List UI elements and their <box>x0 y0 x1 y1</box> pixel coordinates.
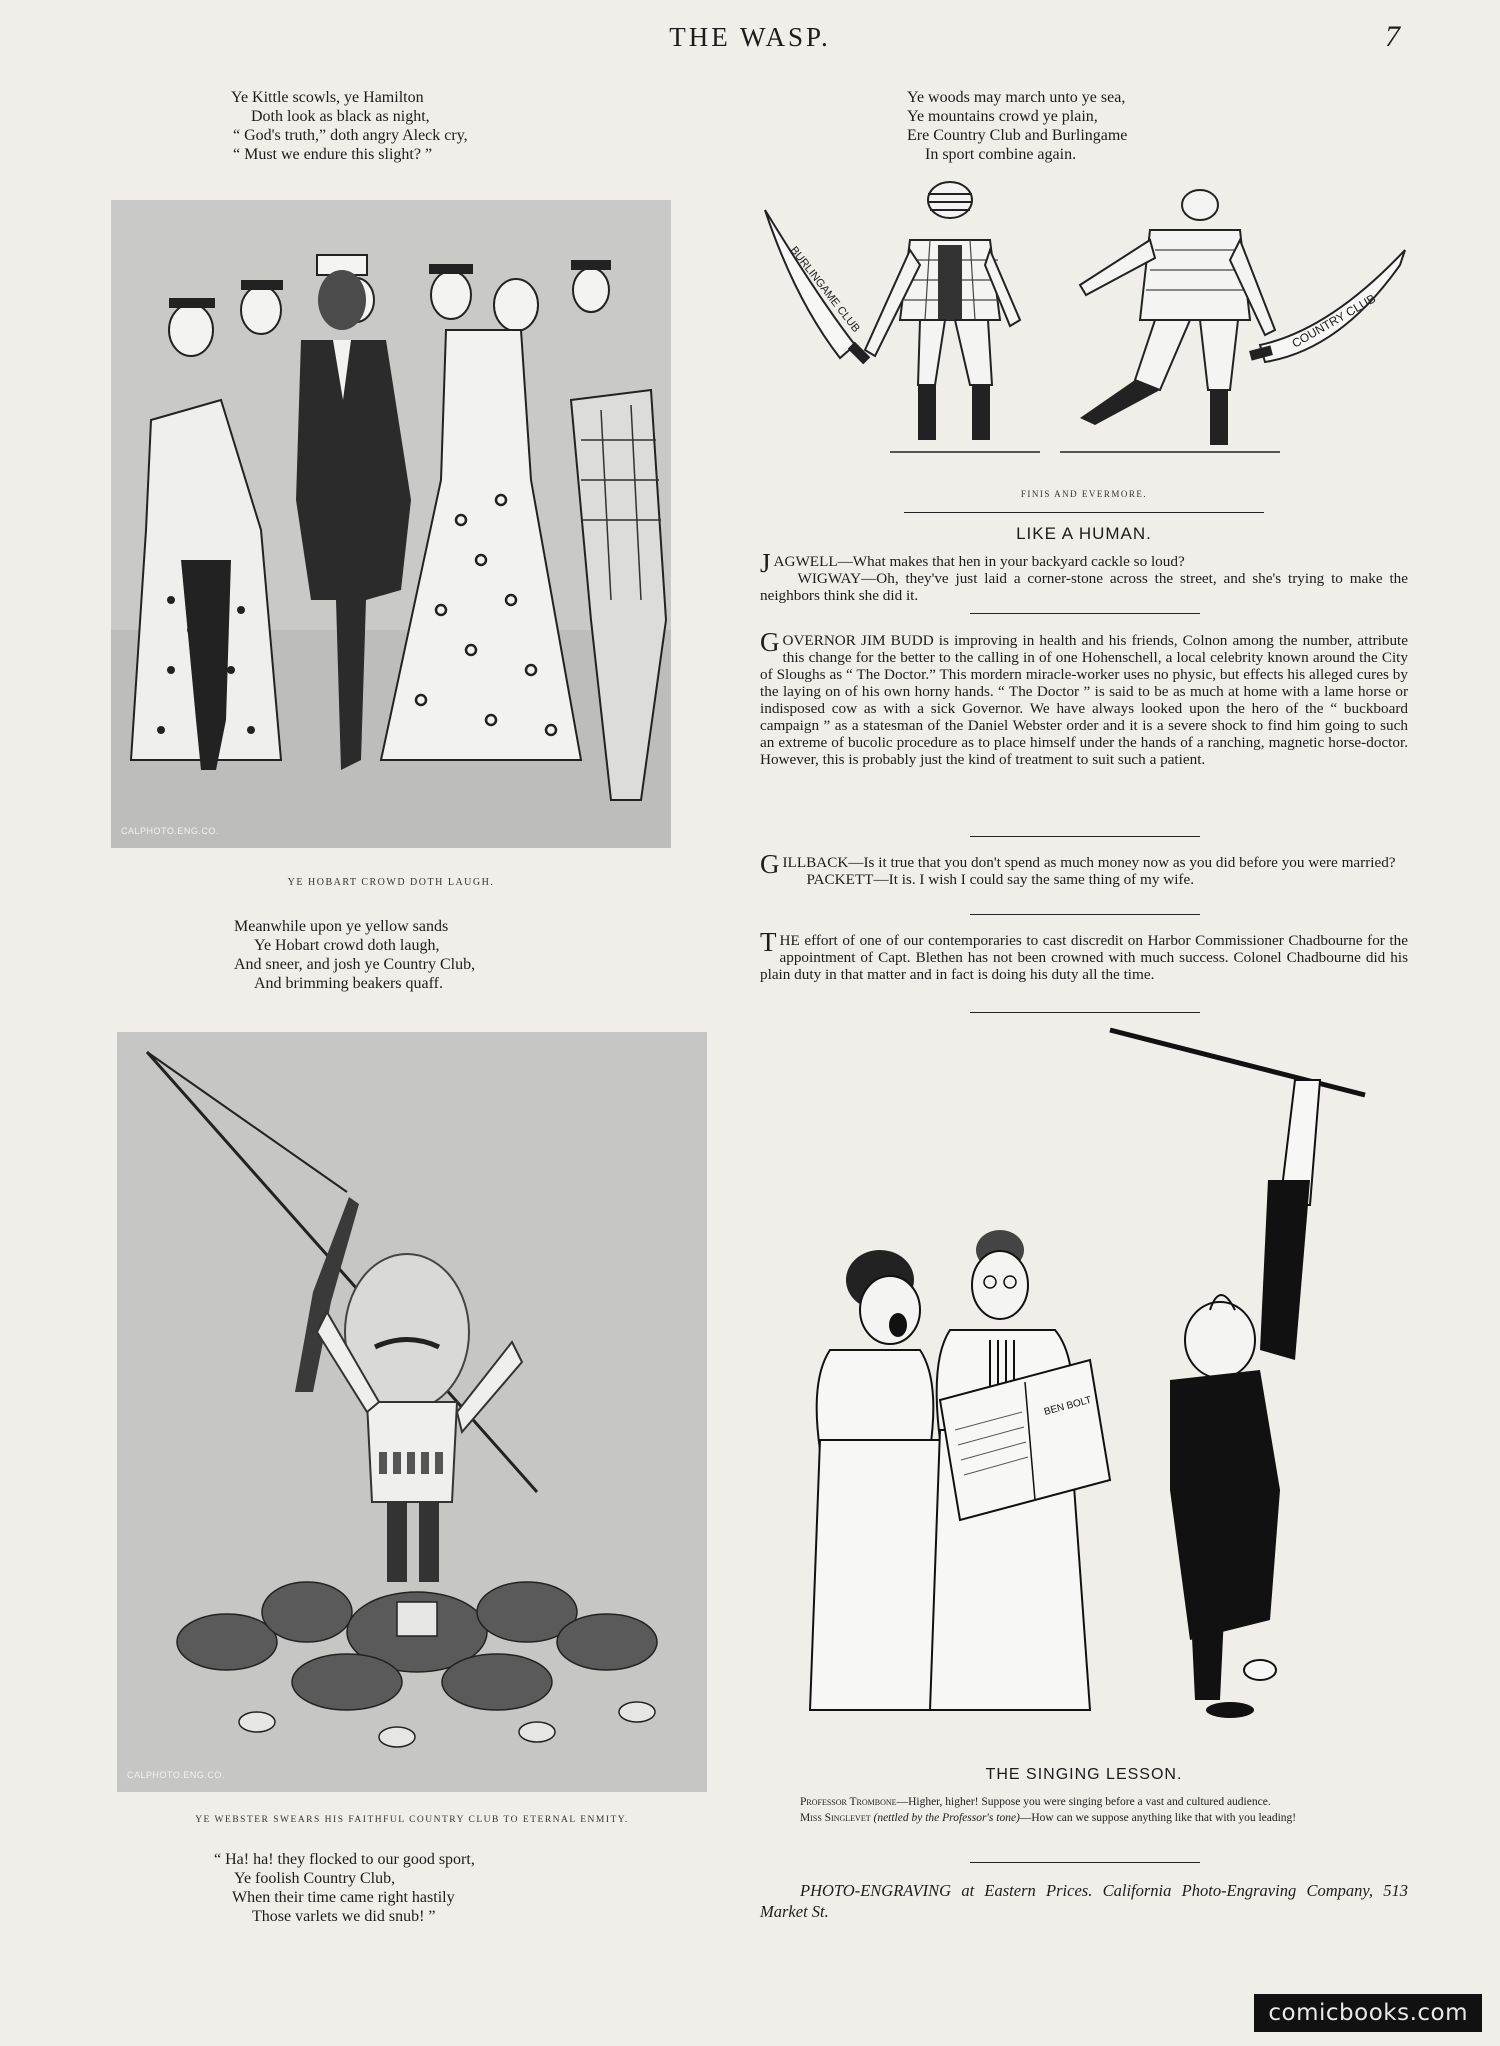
divider-rule <box>970 914 1200 915</box>
webster-drawing <box>117 1032 707 1792</box>
watermark-logo: comicbooks.com <box>1254 1994 1482 2032</box>
para-jagwell <box>760 548 1408 604</box>
divider-rule <box>970 613 1200 614</box>
divider-rule <box>904 512 1264 513</box>
verse-line: When their time came right hastily <box>232 1889 455 1906</box>
budd-text: OVERNOR JIM BUDD is improving in health and his friends, Colnon among the number, attribute this change for the better to the calling in of one Hohenschell, a local celebrity known around the City of Sloughs as “ The Doctor.” This mordern miracle-worker uses no physic, but effects his alleged cures by the laying on of his own horny hands. “ The Doctor ” is said to be as much at home with a lame horse or indisposed cow as with a sick Governor. We have always looked upon the hero of the “ buckboard campaign ” as a statesman of the Daniel Webster order and it is a severe shock to find him going to such an extreme of bucolic procedure as to place himself under the hands of a ranching, magnetic horse-doctor. However, this is probably just the kind of treatment to suit such a patient. <box>760 632 1408 768</box>
publication-title: THE WASP. <box>669 22 831 52</box>
verse-line: Ye foolish Country Club, <box>234 1870 396 1887</box>
sheet-music-label: BEN BOLT <box>1042 1394 1093 1418</box>
drop-cap: G <box>760 627 780 657</box>
divider-rule <box>970 1862 1200 1863</box>
verse-line: In sport combine again. <box>925 146 1077 163</box>
stage-direction: (nettled by the Professor's tone) <box>873 1812 1020 1824</box>
verse-kittle <box>231 88 468 164</box>
verse-line: Ere Country Club and Burlingame <box>907 127 1128 144</box>
speaker-trombone: Professor Trombone <box>800 1796 897 1808</box>
verse-woods <box>907 88 1127 164</box>
crowd-drawing <box>111 200 671 848</box>
para-gillback <box>760 849 1408 888</box>
verse-line: Those varlets we did snub! ” <box>252 1908 436 1925</box>
verse-ha-ha <box>214 1850 475 1926</box>
para-chadbourne <box>760 927 1408 983</box>
verse-line: Doth look as black as night, <box>251 108 430 125</box>
verse-line: “ Must we endure this slight? ” <box>233 146 433 163</box>
hobart-crowd-illustration <box>111 200 671 848</box>
singing-lesson-drawing <box>790 1020 1390 1760</box>
trombone-line: —Higher, higher! Suppose you were singing before a vast and cultured audience. <box>896 1796 1271 1808</box>
drop-cap: T <box>760 927 777 957</box>
divider-rule <box>970 836 1200 837</box>
singing-lesson-dialogue <box>760 1794 1408 1826</box>
heading-singing-lesson: THE SINGING LESSON. <box>985 1766 1183 1783</box>
verse-line: Ye Kittle scowls, ye Hamilton <box>231 89 424 106</box>
sword-label-right: COUNTRY CLUB <box>1289 291 1379 351</box>
singlevet-line: —How can we suppose anything like that with you leading! <box>1019 1812 1297 1824</box>
caption-hobart-crowd: YE HOBART CROWD DOTH LAUGH. <box>287 877 495 888</box>
para-governor-budd <box>760 627 1408 768</box>
jagwell-line: AGWELL—What makes that hen in your backyard cackle so loud? <box>773 553 1185 570</box>
webster-illustration <box>117 1032 707 1792</box>
masthead <box>0 22 1500 62</box>
wigway-line: WIGWAY—Oh, they've just laid a corner-stone across the street, and she's trying to make the neighbors think she did it. <box>760 570 1408 604</box>
verse-line: Ye mountains crowd ye plain, <box>907 108 1098 125</box>
caption-finis: FINIS AND EVERMORE. <box>1020 489 1148 499</box>
verse-line: “ Ha! ha! they flocked to our good sport, <box>214 1851 475 1868</box>
verse-line: And sneer, and josh ye Country Club, <box>234 956 476 973</box>
packett-line: PACKETT—It is. I wish I could say the same thing of my wife. <box>806 871 1195 888</box>
engraver-mark: CALPHOTO.ENG.CO. <box>127 1770 225 1780</box>
finis-illustration <box>760 170 1408 480</box>
verse-line: Ye Hobart crowd doth laugh, <box>254 937 440 954</box>
speaker-singlevet: Miss Singlevet <box>800 1812 871 1824</box>
verse-line: And brimming beakers quaff. <box>254 975 443 992</box>
heading-like-a-human: LIKE A HUMAN. <box>1016 524 1152 543</box>
verse-line: Meanwhile upon ye yellow sands <box>234 918 449 935</box>
photo-engraving-ad: PHOTO-ENGRAVING at Eastern Prices. California Photo-Engraving Company, 513 Market St. <box>760 1881 1408 1921</box>
gillback-line: ILLBACK—Is it true that you don't spend as much money now as you did before you were married? <box>782 854 1396 871</box>
engraver-mark: CALPHOTO.ENG.CO. <box>121 826 219 836</box>
caption-webster: YE WEBSTER SWEARS HIS FAITHFUL COUNTRY CLUB TO ETERNAL ENMITY. <box>195 1815 629 1825</box>
drop-cap: J <box>760 548 771 578</box>
page-number: 7 <box>1385 20 1400 53</box>
verse-meanwhile <box>234 917 475 993</box>
drop-cap: G <box>760 849 780 879</box>
verse-line: Ye woods may march unto ye sea, <box>907 89 1126 106</box>
singing-lesson-illustration <box>790 1020 1390 1760</box>
verse-line: “ God's truth,” doth angry Aleck cry, <box>233 127 468 144</box>
dueling-figures-drawing <box>760 170 1408 480</box>
divider-rule <box>970 1012 1200 1013</box>
sword-label-left: BURLINGAME CLUB <box>787 244 862 335</box>
chadbourne-text: HE effort of one of our contemporaries to cast discredit on Harbor Commissioner Chadbourne for the appointment of Capt. Blethen has not been crowned with much success. Colonel Chadbourne did his plain duty in that matter and in fact is doing his duty all the time. <box>760 932 1408 983</box>
